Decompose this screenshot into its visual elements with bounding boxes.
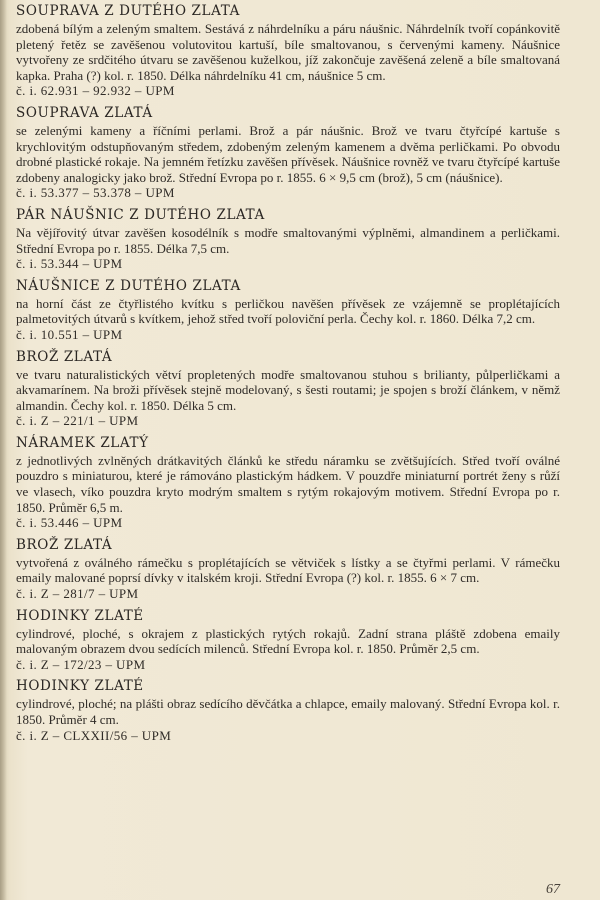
catalog-entry [16,536,560,602]
entry-description: z jednotlivých zvlněných drátkavitých článků ke středu náramku se zvětšujících. Střed tvoří oválné pouzdro s miniaturou, které je rámováno plastickým hádkem. V pouzdře miniaturní portrét ženy s růží ve vlasech, víko pouzdra kryto modrým smaltem s rytým rokajovým motivem. Střední Evropa po r. 1850. Průměr 6,5 m. [16,452,560,515]
entry-description: na horní část ze čtyřlistého kvítku s perličkou navěšen přívěsek ze vzájemně se proplétajících palmetovitých útvarů s kvítkem, jehož střed tvoří poloviční perla. Čechy kol. r. 1860. Délka 7,2 cm. [16,295,560,327]
entry-title: NÁUŠNICE Z DUTÉHO ZLATA [16,277,241,294]
catalog-entry [16,434,560,531]
entry-description: ve tvaru naturalistických větví propletených modře smaltovanou stuhou s brilianty, půlperličkami a akvamarínem. Na broži přívěsek stejně modelovaný, s šesti routami; je spojen s broží článkem, v němž almandin. Čechy kol. r. 1850. Délka 5 cm. [16,366,560,413]
catalog-entry [16,348,560,429]
entry-title: SOUPRAVA Z DUTÉHO ZLATA [16,3,240,19]
catalog-entry [16,607,560,673]
page-number: 67 [546,882,560,897]
entry-title: PÁR NÁUŠNIC Z DUTÉHO ZLATA [16,206,265,223]
binding-gutter [0,0,7,900]
entry-description: zdobená bílým a zeleným smaltem. Sestává z náhrdelníku a páru náušnic. Náhrdelník tvoří copánkovitě pletený řetěz se zavěšenou volutovitou kartuší, bíle smaltovanou, s červenými kameny. Náušnice vytvořeny ze srdčitého útvaru se zavěšenou kuželkou, jíž zakončuje zavěšená zeleně a bíle smaltovaná kapka. Praha (?) kol. r. 1850. Délka náhrdelníku 41 cm, náušnice 5 cm. [16,21,560,83]
entry-inventory-number: č. i. Z – 281/7 – UPM [16,586,139,602]
entry-title: BROŽ ZLATÁ [16,348,113,365]
entry-inventory-number: č. i. Z – 172/23 – UPM [16,656,146,672]
entry-description: se zelenými kameny a říčními perlami. Brož a pár náušnic. Brož ve tvaru čtyřcípé kartuše s krychlovitým odstupňovaným středem, zdobeným zeleným kamenem a dvěma perličkami. Po obvodu drobné plastické rokaje. Na jemném řetízku zavěšen přívěsek. Náušnice rovněž ve tvaru čtyřcípé kartuše zdobeny analogicky jako brož. Střední Evropa po r. 1855. 6 × 9,5 cm (brož), 5 cm (náušnice). [16,122,560,185]
entry-title: HODINKY ZLATÉ [16,678,144,695]
entry-inventory-number: č. i. 53.344 – UPM [16,256,123,272]
entry-inventory-number: č. i. 53.446 – UPM [16,515,123,531]
catalog-entries [16,2,560,748]
entry-title: NÁRAMEK ZLATÝ [16,434,149,451]
catalog-entry [16,277,560,343]
entry-description: cylindrové, ploché; na plášti obraz sedícího děvčátka a chlapce, emaily malovaný. Střední Evropa kol. r. 1850. Průměr 4 cm. [16,696,560,727]
entry-description: Na vějířovitý útvar zavěšen kosodélník s modře smaltovanými výplněmi, almandinem a perličkami. Střední Evropa po r. 1855. Délka 7,5 cm. [16,224,560,256]
catalog-entry [16,104,560,201]
entry-description: vytvořená z oválného rámečku s proplétajících se větviček s lístky a se čtyřmi perlami. V rámečku emaily malované poprsí dívky v italském kroji. Střední Evropa (?) kol. r. 1855. 6 × 7 cm. [16,554,560,586]
catalog-entry [16,206,560,272]
entry-description: cylindrové, ploché, s okrajem z plastických rytých rokajů. Zadní strana pláště zdobena emaily malovaným obrazem dvou sedících milenců. Střední Evropa kol. r. 1850. Průměr 2,5 cm. [16,625,560,657]
entry-inventory-number: č. i. 10.551 – UPM [16,326,123,342]
entry-inventory-number: č. i. 53.377 – 53.378 – UPM [16,185,175,201]
entry-title: BROŽ ZLATÁ [16,536,113,553]
catalog-entry [16,2,560,99]
entry-title: SOUPRAVA ZLATÁ [16,104,153,121]
entry-inventory-number: č. i. 62.931 – 92.932 – UPM [16,83,175,99]
entry-inventory-number: č. i. Z – CLXXII/56 – UPM [16,727,172,743]
entry-inventory-number: č. i. Z – 221/1 – UPM [16,413,139,429]
entry-title: HODINKY ZLATÉ [16,607,144,624]
catalog-entry [16,677,560,743]
